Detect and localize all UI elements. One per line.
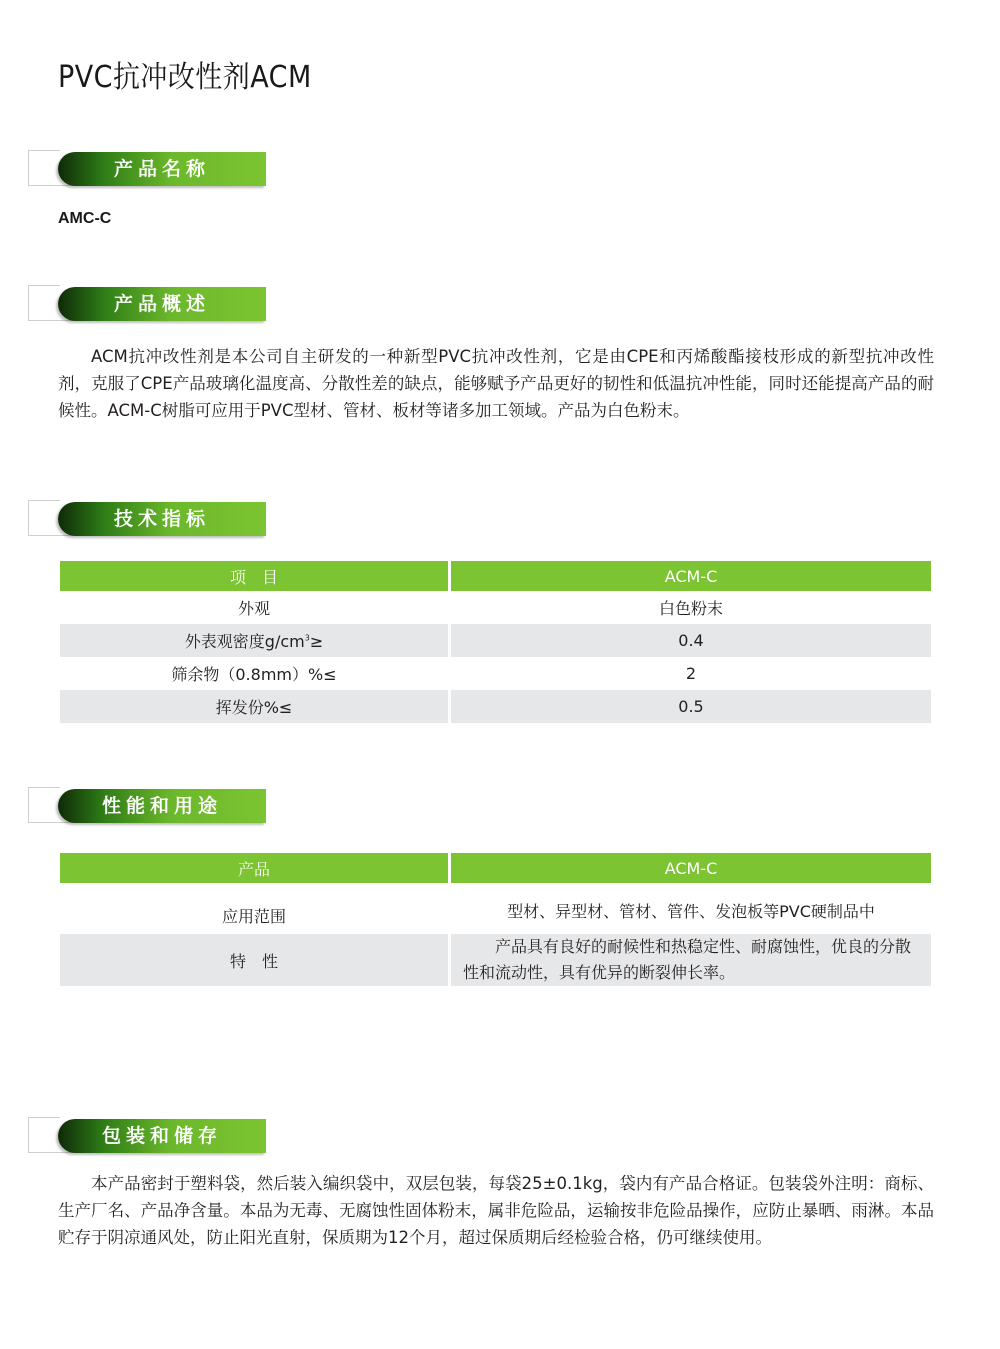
table-header-row: [60, 561, 931, 591]
table-row: [60, 624, 931, 657]
superscript: 3: [304, 633, 310, 643]
section-header-name: [28, 150, 240, 190]
header-decoration: [28, 285, 60, 286]
spec-value: 0.5: [450, 690, 932, 723]
section-header-application: [28, 787, 240, 827]
table-header-cell: 产品: [60, 853, 450, 883]
header-decoration: [28, 500, 29, 536]
table-header-cell: 项 目: [60, 561, 450, 591]
header-decoration: [28, 1117, 60, 1118]
table-row: [60, 591, 931, 624]
section-header-storage: [28, 1117, 240, 1157]
product-name-value: AMC-C: [58, 210, 112, 227]
section-header-pill: [58, 502, 266, 536]
header-decoration: [28, 150, 60, 151]
application-label: 应用范围: [60, 883, 450, 933]
header-decoration: [28, 787, 29, 823]
table-row: [60, 933, 931, 986]
application-table: [60, 853, 931, 986]
header-decoration: [28, 150, 29, 186]
header-decoration: [28, 500, 60, 501]
page-title: PVC抗冲改性剂ACM: [58, 60, 312, 95]
section-heading: 产品名称: [113, 158, 210, 180]
spec-value: 白色粉末: [658, 599, 723, 618]
application-value: 型材、异型材、管材、管件、发泡板等PVC硬制品中: [507, 902, 875, 921]
spec-value: 2: [685, 664, 697, 683]
feature-label: 特 性: [60, 933, 450, 986]
section-header-pill: [58, 152, 266, 186]
section-heading: 包装和储存: [101, 1125, 222, 1147]
section-heading: 产品概述: [113, 293, 210, 315]
overview-paragraph: ACM抗冲改性剂是本公司自主研发的一种新型PVC抗冲改性剂，它是由CPE和丙烯酸酯接枝形成的新型抗冲改性剂，克服了CPE产品玻璃化温度高、分散性差的缺点，能够赋予产品更好的韧性和低温抗冲性能，同时还能提高产品的耐候性。ACM-C树脂可应用于PVC型材、管材、板材等诸多加工领域。产品为白色粉末。: [58, 347, 934, 420]
section-heading: 技术指标: [113, 508, 210, 530]
spec-table: [60, 561, 931, 723]
spec-item-text: 外表观密度g/cm: [184, 632, 305, 651]
section-heading: 性能和用途: [101, 795, 222, 817]
spec-item: 外观: [60, 591, 450, 624]
storage-paragraph: 本产品密封于塑料袋，然后装入编织袋中，双层包装，每袋25±0.1kg，袋内有产品合格证。包装袋外注明：商标、生产厂名、产品净含量。本品为无毒、无腐蚀性固体粉末，属非危险品，运输按非危险品操作，应防止暴晒、雨淋。本品贮存于阴凉通风处，防止阳光直射，保质期为12个月，超过保质期后经检验合格，仍可继续使用。: [58, 1174, 934, 1247]
section-header-pill: [58, 1119, 266, 1153]
header-decoration: [28, 1117, 29, 1153]
section-header-spec: [28, 500, 240, 540]
section-header-overview: [28, 285, 240, 325]
table-row: [60, 883, 931, 933]
header-decoration: [28, 787, 60, 788]
section-header-pill: [58, 287, 266, 321]
header-decoration: [28, 285, 29, 321]
table-row: [60, 657, 931, 690]
table-header-cell: ACM-C: [450, 561, 932, 591]
feature-value: 产品具有良好的耐候性和热稳定性、耐腐蚀性，优良的分散性和流动性，具有优异的断裂伸长率。: [450, 933, 932, 986]
spec-item: [60, 624, 450, 657]
table-header-cell: ACM-C: [450, 853, 932, 883]
table-row: [60, 690, 931, 723]
table-header-row: [60, 853, 931, 883]
spec-item-suffix: ≥: [309, 632, 324, 651]
spec-item: 挥发份%≤: [60, 690, 450, 723]
spec-item: 筛余物（0.8mm）%≤: [60, 657, 450, 690]
section-header-pill: [58, 789, 266, 823]
spec-value: 0.4: [450, 624, 932, 657]
